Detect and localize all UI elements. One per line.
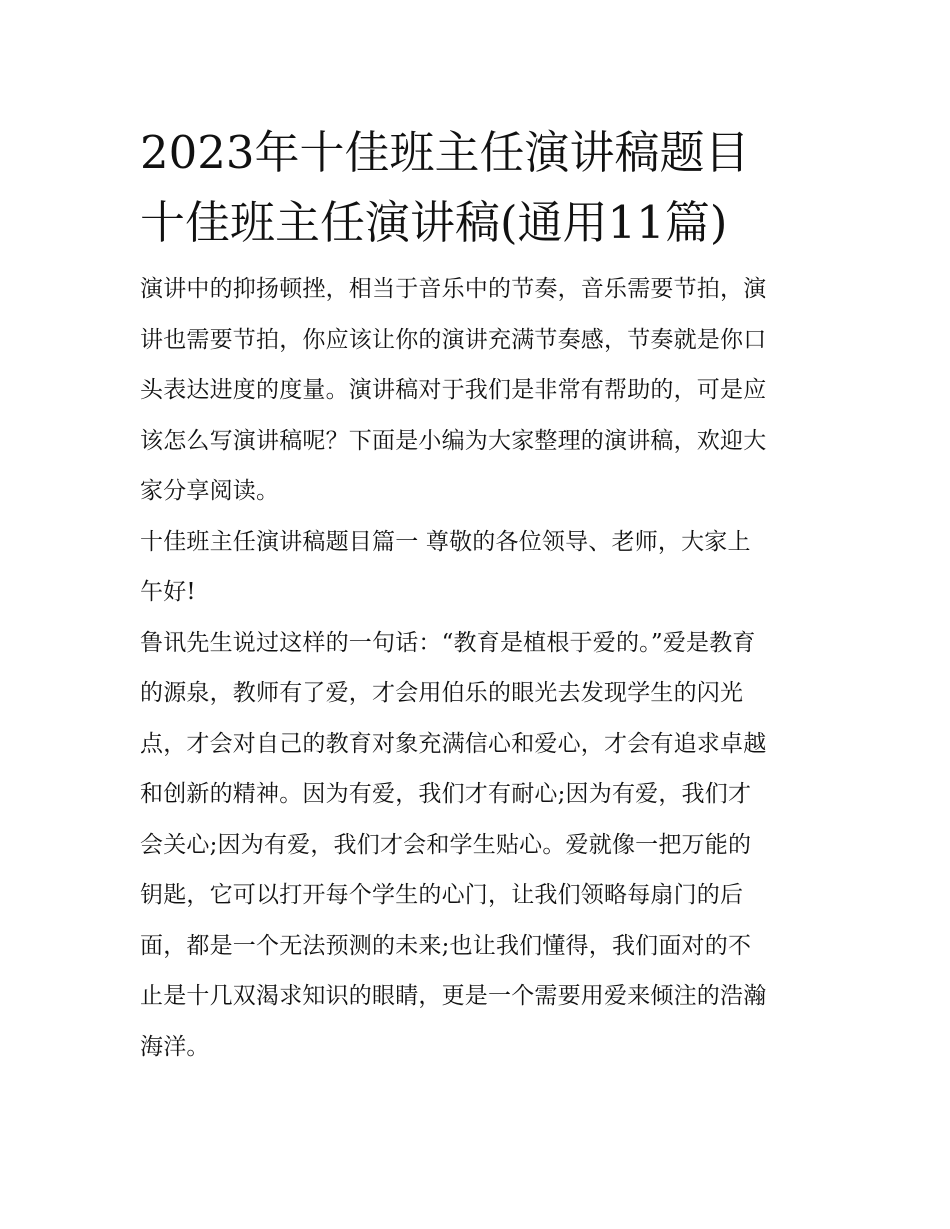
document-title <box>140 118 812 258</box>
paragraph-line: 海洋。 <box>140 1033 210 1060</box>
paragraph-line: 点，才会对自己的教育对象充满信心和爱心，才会有追求卓越 <box>140 730 767 757</box>
paragraph-line: 钥匙，它可以打开每个学生的心门，让我们领略每扇门的后 <box>140 882 744 908</box>
paragraph-line: 讲也需要节拍，你应该让你的演讲充满节奏感，节奏就是你口 <box>140 326 767 353</box>
intro-paragraph <box>140 264 812 517</box>
paragraph-line: 会关心;因为有爱，我们才会和学生贴心。爱就像一把万能的 <box>140 831 752 858</box>
paragraph-line: 十佳班主任演讲稿题目篇一 尊敬的各位领导、老师，大家上 <box>140 528 751 555</box>
paragraph-line: 演讲中的抑扬顿挫，相当于音乐中的节奏，音乐需要节拍，演 <box>140 276 767 302</box>
paragraph-line: 的源泉，教师有了爱，才会用伯乐的眼光去发现学生的闪光 <box>140 680 744 706</box>
paragraph-line: 和创新的精神。因为有爱，我们才有耐心;因为有爱，我们才 <box>140 781 752 807</box>
paragraph-line: 鲁讯先生说过这样的一句话：“教育是植根于爱的。”爱是教育 <box>140 629 756 656</box>
paragraph-line: 该怎么写演讲稿呢？下面是小编为大家整理的演讲稿，欢迎大 <box>140 427 767 454</box>
paragraph-line: 止是十几双渴求知识的眼睛，更是一个需要用爱来倾注的浩瀚 <box>140 983 767 1009</box>
title-line-2: 十佳班主任演讲稿(通用11篇) <box>140 196 728 249</box>
paragraph-line: 面，都是一个无法预测的未来;也让我们懂得，我们面对的不 <box>140 932 752 959</box>
document-page <box>140 118 812 1072</box>
title-line-1: 2023年十佳班主任演讲稿题目 <box>140 126 750 179</box>
section-heading-paragraph <box>140 517 812 618</box>
paragraph-line: 家分享阅读。 <box>140 478 280 504</box>
paragraph-line: 午好! <box>140 579 196 605</box>
body-paragraph <box>140 618 812 1073</box>
paragraph-line: 头表达进度的度量。演讲稿对于我们是非常有帮助的，可是应 <box>140 377 767 403</box>
